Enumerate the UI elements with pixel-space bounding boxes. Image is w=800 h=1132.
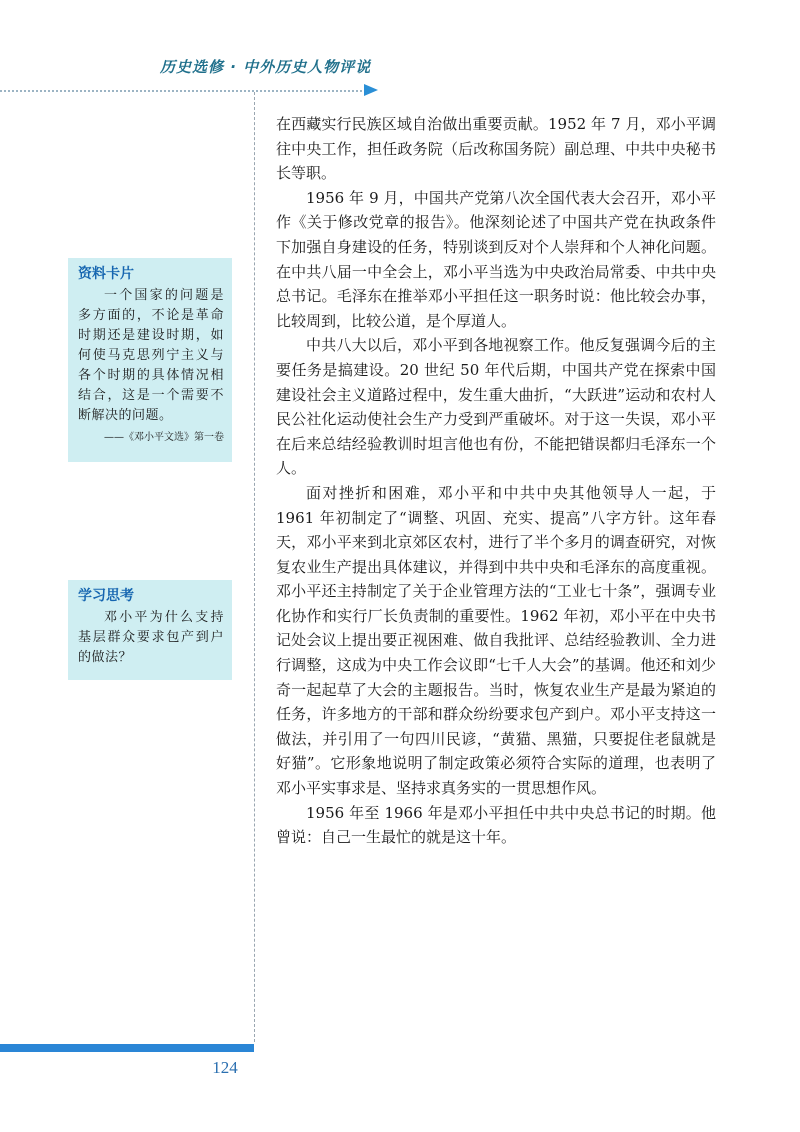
book-title: 历史选修 · 中外历史人物评说 — [160, 58, 372, 76]
page-number: 124 — [212, 1058, 238, 1077]
resource-card-box — [68, 258, 232, 462]
resource-card-source: ——《邓小平文选》第一卷 — [104, 432, 224, 443]
resource-card-text: 一个国家的问题是多方面的，不论是革命时期还是建设时期，如何使马克思列宁主义与各个时期的具体情况相结合，这是一个需要不断解决的问题。 — [78, 288, 224, 423]
header-dotted-rule — [0, 90, 370, 92]
footer-bar — [0, 1044, 254, 1052]
study-question-box — [68, 580, 232, 680]
paragraph: 1956 年至 1966 年是邓小平担任中共中央总书记的时期。他曾说：自己一生最忙的就是这十年。 — [276, 803, 716, 847]
paragraph: 1956 年 9 月，中国共产党第八次全国代表大会召开，邓小平作《关于修改党章的报告》。他深刻论述了中国共产党在执政条件下加强自身建设的任务，特别谈到反对个人崇拜和个人神化问题。在中共八届一中全会上，邓小平当选为中央政治局常委、中共中央总书记。毛泽东在推举邓小平担任这一职务时说：他比较会办事，比较周到，比较公道，是个厚道人。 — [276, 188, 716, 330]
paragraph: 在西藏实行民族区域自治做出重要贡献。1952 年 7 月，邓小平调往中央工作，担任政务院（后改称国务院）副总理、中共中央秘书长等职。 — [276, 115, 716, 183]
arrow-icon — [364, 84, 378, 96]
paragraph: 中共八大以后，邓小平到各地视察工作。他反复强调今后的主要任务是搞建设。20 世纪 50 年代后期，中国共产党在探索中国建设社会主义道路过程中，发生重大曲折，“大跃进”运动和农村人民公社化运动使社会生产力受到严重破坏。对于这一失误，邓小平在后来总结经验教训时坦言他也有份，不能把错误都归毛泽东一个人。 — [276, 336, 716, 478]
main-body-text — [276, 112, 716, 850]
column-divider — [254, 92, 255, 1042]
study-question-title: 学习思考 — [78, 588, 134, 604]
resource-card-title: 资料卡片 — [78, 266, 134, 282]
study-question-text: 邓小平为什么支持基层群众要求包产到户的做法？ — [78, 610, 224, 665]
paragraph: 面对挫折和困难，邓小平和中共中央其他领导人一起，于 1961 年初制定了“调整、巩固、充实、提高”八字方针。这年春天，邓小平来到北京郊区农村，进行了半个多月的调查研究，对恢复农业生产提出具体建议，并得到中共中央和毛泽东的高度重视。邓小平还主持制定了关于企业管理方法的“工业七十条”，强调专业化协作和实行厂长负责制的重要性。1962 年初，邓小平在中央书记处会议上提出要正视困难、做自我批评、总结经验教训、全力进行调整，这成为中央工作会议即“七千人大会”的基调。他还和刘少奇一起起草了大会的主题报告。当时，恢复农业生产是最为紧迫的任务，许多地方的干部和群众纷纷要求包产到户。邓小平支持这一做法，并引用了一句四川民谚，“黄猫、黑猫，只要捉住老鼠就是好猫”。它形象地说明了制定政策必须符合实际的道理，也表明了邓小平实事求是、坚持求真务实的一贯思想作风。 — [276, 483, 716, 798]
